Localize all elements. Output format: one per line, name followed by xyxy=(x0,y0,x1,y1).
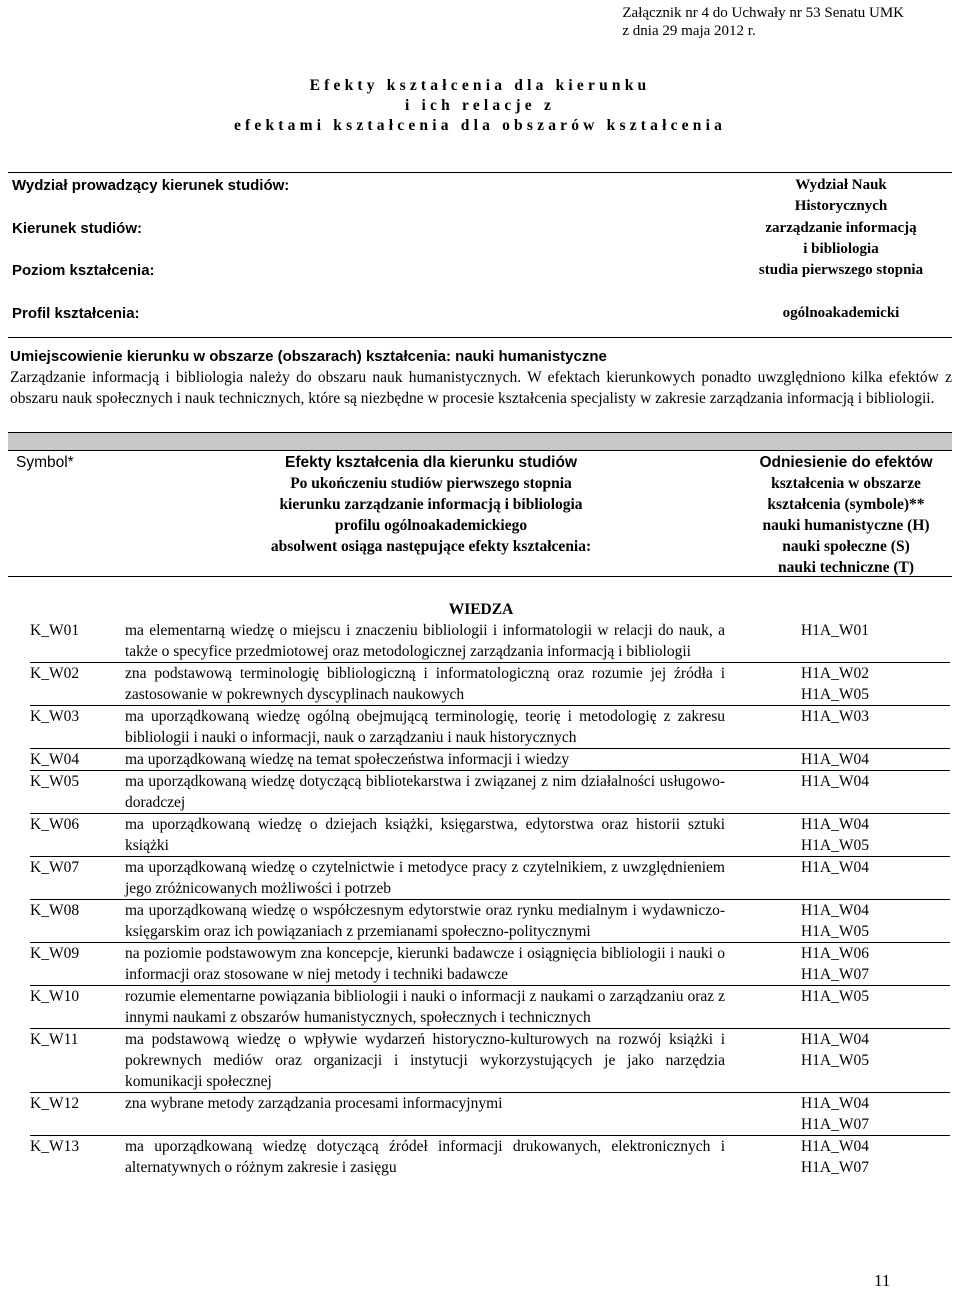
effect-references xyxy=(725,814,945,856)
reference-code: H1A_W04 xyxy=(800,902,870,919)
reference-code: H1A_W05 xyxy=(800,837,870,854)
effect-references xyxy=(725,620,945,662)
effect-description: zna wybrane metody zarządzania procesami informacyjnymi xyxy=(125,1095,503,1112)
effect-references xyxy=(725,771,945,813)
effects-header-line: kierunku zarządzanie informacją i bibliologia xyxy=(279,496,583,513)
effect-description: ma uporządkowaną wiedzę o dziejach książki, księgarstwa, edytorstwa oraz historii sztuki książki xyxy=(125,816,725,854)
effect-symbol: K_W01 xyxy=(30,622,80,639)
effect-symbol: K_W05 xyxy=(30,773,80,790)
placement-text: Zarządzanie informacją i bibliologia należy do obszaru nauk humanistycznych. W efektach kierunkowych ponadto uwzględniono kilka efektów z obszaru nauk społecznych i nauk technicznych, które są niezbędne w procesie kształcenia specjalisty w zakresie zarządzania informacją i bibliologii. xyxy=(10,369,952,407)
effect-references xyxy=(725,986,945,1028)
effect-symbol: K_W02 xyxy=(30,665,80,682)
effect-description: ma uporządkowaną wiedzę dotyczącą źródeł informacji drukowanych, elektronicznych i alternatywnych o różnym zakresie i zasięgu xyxy=(125,1138,725,1176)
annex-line-2: z dnia 29 maja 2012 r. xyxy=(622,23,756,39)
document-title xyxy=(0,76,960,136)
reference-code: H1A_W04 xyxy=(800,1138,870,1155)
effect-symbol: K_W10 xyxy=(30,988,80,1005)
effect-references xyxy=(725,1093,945,1135)
reference-code: H1A_W04 xyxy=(800,751,870,768)
effect-references xyxy=(725,749,945,770)
reference-code: H1A_W01 xyxy=(800,622,870,639)
reference-code: H1A_W04 xyxy=(800,1095,870,1112)
reference-code: H1A_W05 xyxy=(800,1052,870,1069)
effects-header-line: Po ukończeniu studiów pierwszego stopnia xyxy=(290,475,572,492)
reference-code: H1A_W02 xyxy=(800,665,870,682)
table-row xyxy=(30,1093,950,1136)
level-label: Poziom kształcenia: xyxy=(12,262,155,279)
symbol-column-header: Symbol* xyxy=(16,454,74,471)
reference-header-line: nauki humanistyczne (H) xyxy=(762,517,930,534)
effect-symbol: K_W09 xyxy=(30,945,80,962)
reference-code: H1A_W05 xyxy=(800,686,870,703)
annex-note xyxy=(622,4,904,40)
reference-header-line: kształcenia w obszarze xyxy=(771,475,921,492)
effect-symbol: K_W03 xyxy=(30,708,80,725)
faculty-value-1: Wydział Nauk xyxy=(795,177,887,193)
profile-label: Profil kształcenia: xyxy=(12,305,140,322)
effect-symbol: K_W08 xyxy=(30,902,80,919)
effect-description: ma podstawową wiedzę o wpływie wydarzeń historyczno-kulturowych na rozwój książki i pokrewnych mediów oraz organizacji i instytucji wykorzystujących je jako narzędzia komunikacji społecznej xyxy=(125,1031,725,1090)
effect-description: ma uporządkowaną wiedzę o współczesnym edytorstwie oraz rynku medialnym i wydawniczo-księgarskim oraz ich powiązaniach z przemianami społeczno-politycznymi xyxy=(125,902,725,940)
table-row xyxy=(30,1136,950,1178)
reference-code: H1A_W07 xyxy=(800,1116,870,1133)
effect-description: rozumie elementarne powiązania bibliologii i nauki o informacji z naukami o zarządzaniu oraz z innymi naukami z obszarów humanistycznych, społecznych i technicznych xyxy=(125,988,725,1026)
title-line-3: efektami kształcenia dla obszarów kształcenia xyxy=(233,117,727,134)
effect-description: ma uporządkowaną wiedzę o czytelnictwie i metodyce pracy z czytelnikiem, z uwzględnieniem jego zróżnicowanych możliwości i potrzeb xyxy=(125,859,725,897)
effect-references xyxy=(725,900,945,942)
effect-references xyxy=(725,943,945,985)
effect-symbol: K_W12 xyxy=(30,1095,80,1112)
reference-code: H1A_W05 xyxy=(800,988,870,1005)
field-label: Kierunek studiów: xyxy=(12,220,143,237)
placement-heading: Umiejscowienie kierunku w obszarze (obszarach) kształcenia: nauki humanistyczne xyxy=(10,348,607,365)
reference-code: H1A_W06 xyxy=(800,945,870,962)
faculty-value-2: Historycznych xyxy=(794,198,888,214)
faculty-label: Wydział prowadzący kierunek studiów: xyxy=(12,177,290,194)
reference-header-line: nauki społeczne (S) xyxy=(782,538,910,555)
effects-header-line: absolwent osiąga następujące efekty kształcenia: xyxy=(270,538,592,555)
field-value-2: i bibliologia xyxy=(803,241,879,257)
field-value-1: zarządzanie informacją xyxy=(765,220,917,236)
effects-table xyxy=(30,620,950,1178)
reference-code: H1A_W04 xyxy=(800,773,870,790)
table-row xyxy=(30,943,950,986)
effect-references xyxy=(725,857,945,899)
effect-symbol: K_W13 xyxy=(30,1138,80,1155)
program-info-box xyxy=(8,172,952,338)
effect-symbol: K_W11 xyxy=(30,1031,79,1048)
effect-description: ma uporządkowaną wiedzę na temat społeczeństwa informacji i wiedzy xyxy=(125,751,570,768)
effect-references xyxy=(725,1029,945,1092)
profile-value: ogólnoakademicki xyxy=(782,305,900,321)
reference-header-line: Odniesienie do efektów xyxy=(759,454,933,471)
table-row xyxy=(30,1029,950,1093)
table-row xyxy=(30,814,950,857)
title-line-1: Efekty kształcenia dla kierunku xyxy=(309,77,651,94)
reference-code: H1A_W03 xyxy=(800,708,870,725)
effect-symbol: K_W04 xyxy=(30,751,80,768)
effects-header-line: profilu ogólnoakademickiego xyxy=(334,517,528,534)
effect-description: na poziomie podstawowym zna koncepcje, kierunki badawcze i osiągnięcia bibliologii i nauki o informacji oraz stosowane w niej metody i techniki badawcze xyxy=(125,945,725,983)
table-row xyxy=(30,900,950,943)
reference-column-header xyxy=(746,452,946,578)
effect-description: zna podstawową terminologię bibliologiczną i informatologiczną oraz rozumie jej źródła i zastosowanie w pokrewnych dyscyplinach naukowych xyxy=(125,665,725,703)
table-row xyxy=(30,986,950,1029)
effect-references xyxy=(725,1136,945,1178)
table-row xyxy=(30,706,950,749)
effect-description: ma uporządkowaną wiedzę dotyczącą bibliotekarstwa i związanej z nim działalności usługowo-doradczej xyxy=(125,773,725,811)
effects-column-header xyxy=(126,452,736,557)
table-row xyxy=(30,771,950,814)
table-column-headers xyxy=(8,450,952,577)
title-line-2: i ich relacje z xyxy=(404,97,556,114)
level-value: studia pierwszego stopnia xyxy=(758,262,924,278)
table-row xyxy=(30,663,950,706)
reference-code: H1A_W04 xyxy=(800,1031,870,1048)
area-placement xyxy=(10,346,952,409)
effect-description: ma uporządkowaną wiedzę ogólną obejmującą terminologię, teorię i metodologię z zakresu bibliologii i nauki o informacji, nauk o zarządzaniu i nauk historycznych xyxy=(125,708,725,746)
reference-code: H1A_W07 xyxy=(800,966,870,983)
section-title: WIEDZA xyxy=(448,601,514,618)
table-header-band xyxy=(8,432,952,451)
page-number: 11 xyxy=(874,1271,891,1290)
reference-code: H1A_W07 xyxy=(800,1159,870,1176)
effect-symbol: K_W06 xyxy=(30,816,80,833)
effect-references xyxy=(725,706,945,748)
annex-line-1: Załącznik nr 4 do Uchwały nr 53 Senatu UMK xyxy=(622,5,904,21)
effects-header-line: Efekty kształcenia dla kierunku studiów xyxy=(284,454,577,471)
table-row xyxy=(30,857,950,900)
reference-code: H1A_W04 xyxy=(800,859,870,876)
reference-header-line: nauki techniczne (T) xyxy=(777,559,915,576)
table-row xyxy=(30,620,950,663)
reference-header-line: kształcenia (symbole)** xyxy=(767,496,925,513)
effect-symbol: K_W07 xyxy=(30,859,80,876)
reference-code: H1A_W05 xyxy=(800,923,870,940)
effect-description: ma elementarną wiedzę o miejscu i znaczeniu bibliologii i informatologii w relacji do nauk, a także o specyfice przedmiotowej oraz metodologicznej zarządzania informacją i bibliologii xyxy=(125,622,725,660)
effect-references xyxy=(725,663,945,705)
table-row xyxy=(30,749,950,771)
reference-code: H1A_W04 xyxy=(800,816,870,833)
